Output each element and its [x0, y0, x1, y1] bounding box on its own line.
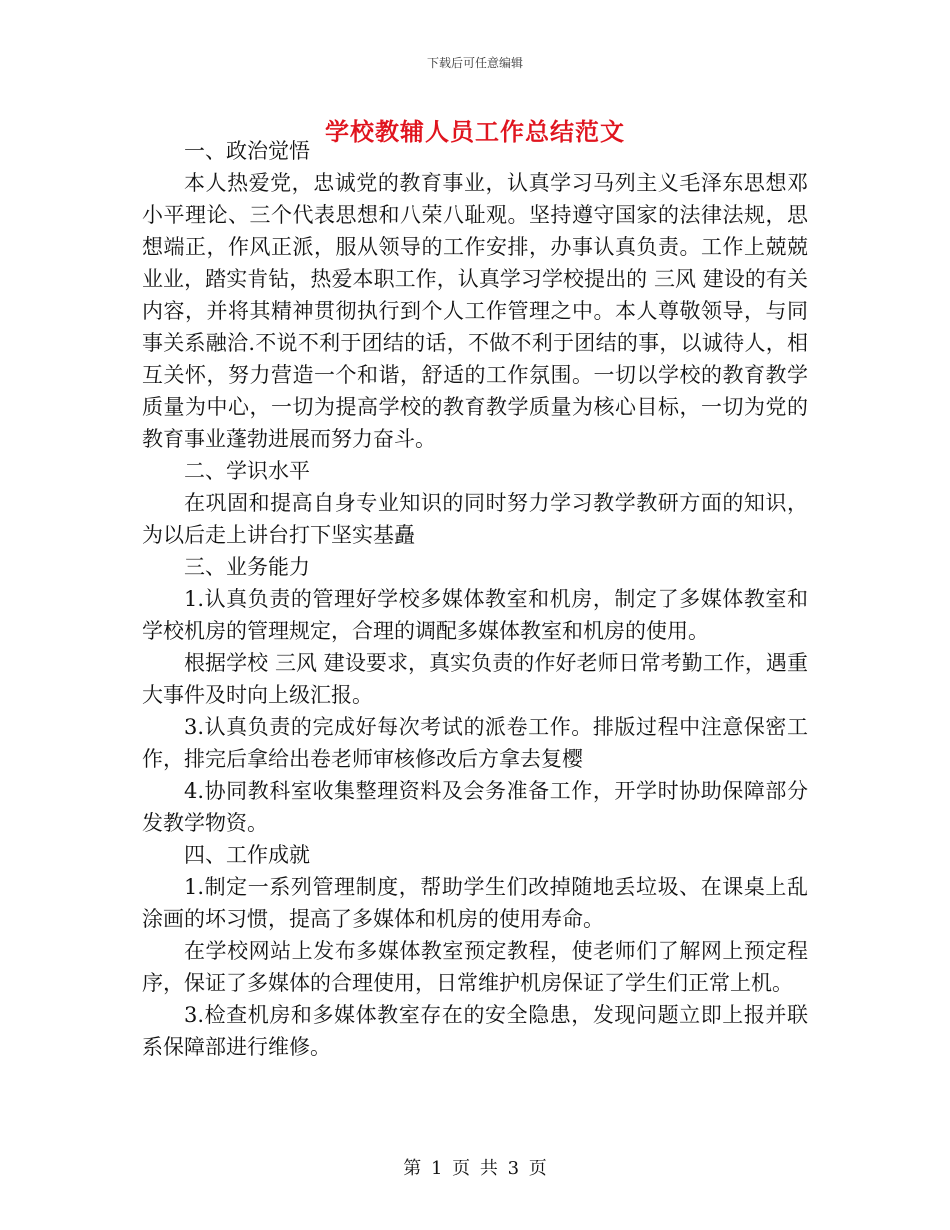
paragraph-politics: 本人热爱党，忠诚党的教育事业，认真学习马列主义毛泽东思想邓小平理论、三个代表思想和八荣八耻观。坚持遵守国家的法律法规，思想端正，作风正派，服从领导的工作安排，办事认真负责。工作上兢兢业业，踏实肯钻，热爱本职工作，认真学习学校提出的 三风 建设的有关内容，并将其精神贯彻执行到个人工作管理之中。本人尊敬领导，与同事关系融洽.不说不利于团结的话，不做不利于团结的事，以诚待人，相互关怀，努力营造一个和谐，舒适的工作氛围。一切以学校的教育教学质量为中心，一切为提高学校的教育教学质量为核心目标，一切为党的教育事业蓬勃进展而努力奋斗。 — [142, 171, 808, 451]
header-note: 下载后可任意编辑 — [426, 56, 523, 70]
section-heading-achievements: 四、工作成就 — [184, 843, 310, 867]
paragraph-achievement-1: 1.制定一系列管理制度，帮助学生们改掉随地丢垃圾、在课桌上乱涂画的坏习惯，提高了多媒体和机房的使用寿命。 — [142, 875, 808, 931]
section-heading-politics: 一、政治觉悟 — [184, 139, 310, 163]
paragraph-achievement-2: 在学校网站上发布多媒体教室预定教程，使老师们了解网上预定程序，保证了多媒体的合理使用，日常维护机房保证了学生们正常上机。 — [142, 939, 808, 995]
paragraph-ability-1: 1.认真负责的管理好学校多媒体教室和机房，制定了多媒体教室和学校机房的管理规定，合理的调配多媒体教室和机房的使用。 — [142, 587, 808, 643]
paragraph-ability-3: 3.认真负责的完成好每次考试的派卷工作。排版过程中注意保密工作，排完后拿给出卷老师审核修改后方拿去复樱 — [142, 715, 808, 771]
paragraph-ability-2: 根据学校 三风 建设要求，真实负责的作好老师日常考勤工作，遇重大事件及时向上级汇报。 — [142, 651, 808, 707]
section-heading-ability: 三、业务能力 — [184, 555, 310, 579]
document-title: 学校教辅人员工作总结范文 — [325, 117, 625, 146]
page-footer: 第 1 页 共 3 页 — [403, 1158, 547, 1179]
paragraph-achievement-3: 3.检查机房和多媒体教室存在的安全隐患，发现问题立即上报并联系保障部进行维修。 — [142, 1003, 808, 1059]
section-heading-knowledge: 二、学识水平 — [184, 459, 310, 483]
document-body — [142, 135, 808, 1063]
paragraph-knowledge: 在巩固和提高自身专业知识的同时努力学习教学教研方面的知识，为以后走上讲台打下坚实基矗 — [142, 491, 808, 547]
paragraph-ability-4: 4.协同教科室收集整理资料及会务准备工作，开学时协助保障部分发教学物资。 — [142, 779, 808, 835]
